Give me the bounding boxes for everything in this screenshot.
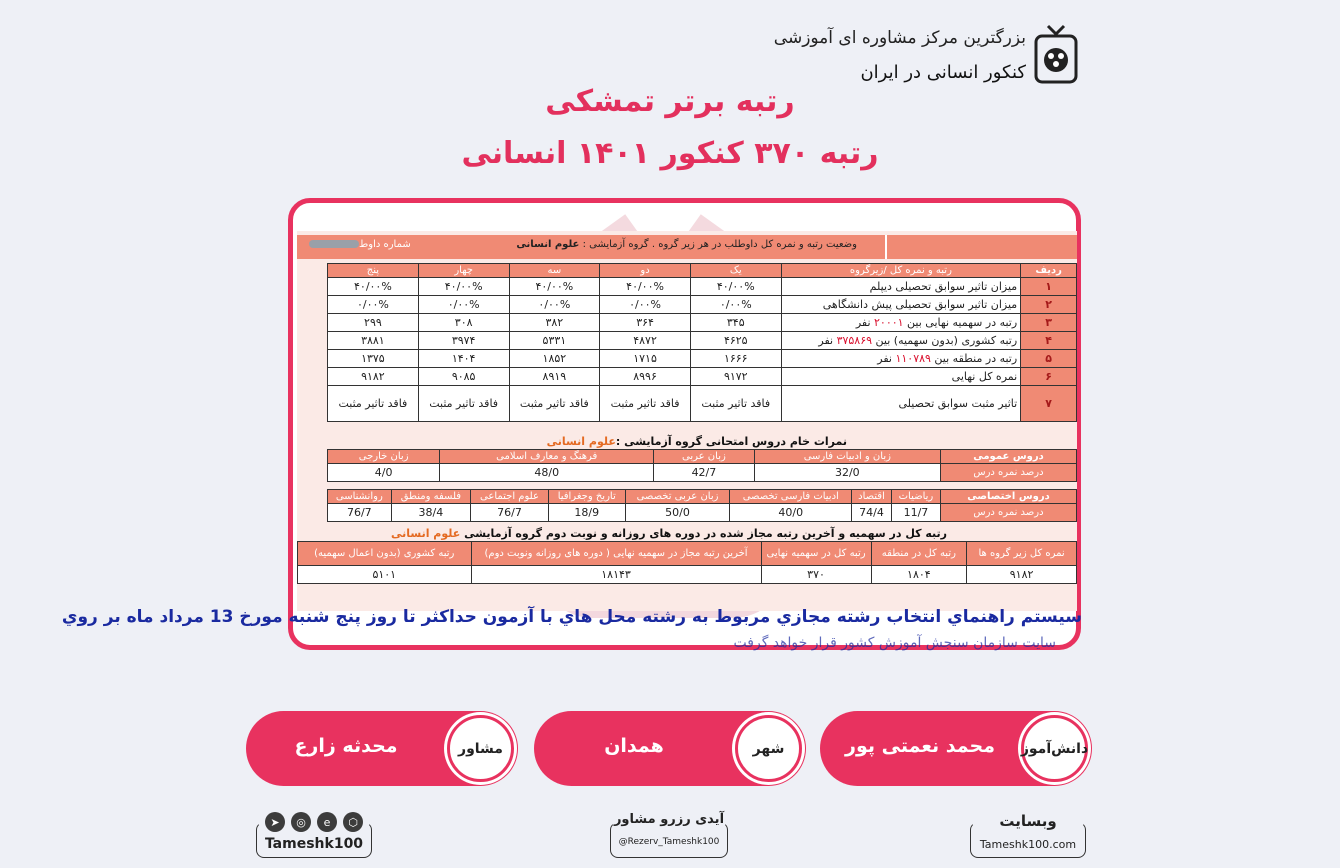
row-number: ۳ (1021, 314, 1077, 332)
rubika-icon[interactable]: ⬡ (343, 812, 363, 832)
value-cell: ۴۰/۰۰% (418, 278, 509, 296)
subject-header: روانشناسی (328, 490, 392, 504)
rank-table (327, 263, 1077, 422)
advisor-name: محدثه زارع (294, 735, 398, 757)
row-label: نمره کل نهایی (781, 368, 1021, 386)
special-subjects-table (327, 489, 1077, 522)
value-cell: ۸۹۹۶ (600, 368, 691, 386)
row-label: درصد نمره درس (941, 504, 1077, 522)
score-cell: 38/4 (391, 504, 470, 522)
general-subjects-table (327, 449, 1077, 482)
student-badge: دانش‌آموز (1021, 715, 1088, 782)
quota-value: ۵۱۰۱ (298, 566, 472, 584)
quota-header: آخرین رتبه مجاز در سهمیه نهایی ( دوره های روزانه ونوبت دوم) (471, 542, 761, 566)
row-number: ۷ (1021, 386, 1077, 422)
score-cell: 76/7 (471, 504, 549, 522)
column-header: رتبه و نمره کل /زیرگروه (781, 264, 1021, 278)
score-cell: 40/0 (730, 504, 852, 522)
subject-header: فلسفه ومنطق (391, 490, 470, 504)
table-row (328, 368, 1077, 386)
website-label: وبسایت (999, 812, 1057, 830)
value-cell: ۰/۰۰% (600, 296, 691, 314)
value-cell: ۳۴۵ (690, 314, 781, 332)
value-cell: ۴۶۲۵ (690, 332, 781, 350)
value-cell: ۹۱۷۲ (690, 368, 781, 386)
row-label: میزان تاثیر سوابق تحصیلی دیپلم (781, 278, 1021, 296)
social-frame (256, 822, 372, 858)
row-label: درصد نمره درس (941, 464, 1077, 482)
value-cell: ۹۱۸۲ (328, 368, 419, 386)
row-number: ۱ (1021, 278, 1077, 296)
advisor-id-box[interactable] (610, 812, 728, 858)
value-cell: ۴۰/۰۰% (690, 278, 781, 296)
general-label: دروس عمومی (941, 450, 1077, 464)
quota-value: ۹۱۸۲ (967, 566, 1077, 584)
column-header: یک (690, 264, 781, 278)
subject-header: زبان عربی (654, 450, 754, 464)
value-cell: فاقد تاثیر مثبت (418, 386, 509, 422)
table-header-row (328, 264, 1077, 278)
row-number: ۶ (1021, 368, 1077, 386)
score-cell: 11/7 (891, 504, 940, 522)
subject-header: زبان عربی تخصصی (625, 490, 730, 504)
quota-header: رتبه کل در منطقه (871, 542, 967, 566)
row-number: ۲ (1021, 296, 1077, 314)
column-header: دو (600, 264, 691, 278)
value-cell: ۴۸۷۲ (600, 332, 691, 350)
value-cell: ۳۰۸ (418, 314, 509, 332)
value-cell: ۱۷۱۵ (600, 350, 691, 368)
student-pill (820, 711, 1092, 786)
instagram-icon[interactable]: ◎ (291, 812, 311, 832)
page-title: رتبه برتر تمشکی (545, 84, 795, 119)
raw-scores-title: نمرات خام دروس امتحانی گروه آزمایشی :علوم انسانی (546, 435, 847, 448)
value-cell: ۸۹۱۹ (509, 368, 600, 386)
value-cell: ۰/۰۰% (328, 296, 419, 314)
city-pill (534, 711, 806, 786)
quota-header: نمره کل زیر گروه ها (967, 542, 1077, 566)
eitaa-icon[interactable]: e (317, 812, 337, 832)
value-cell: ۵۳۳۱ (509, 332, 600, 350)
score-cell: 42/7 (654, 464, 754, 482)
value-cell: ۱۶۶۶ (690, 350, 781, 368)
row-label (781, 350, 1021, 368)
score-cell: 76/7 (328, 504, 392, 522)
value-cell: ۱۴۰۴ (418, 350, 509, 368)
result-card (61, 198, 1082, 651)
column-header: سه (509, 264, 600, 278)
subject-header: تاریخ وجغرافیا (548, 490, 625, 504)
value-cell: فاقد تاثیر مثبت (690, 386, 781, 422)
label-number: ۳۷۵۸۶۹ (836, 334, 873, 347)
quota-table (297, 541, 1077, 584)
table-row (328, 350, 1077, 368)
table-row (328, 386, 1077, 422)
value-cell: ۰/۰۰% (509, 296, 600, 314)
brand (773, 18, 1078, 90)
label-suffix: نفر (877, 352, 896, 365)
brand-name: کنکور انسانی در ایران (860, 62, 1026, 83)
redacted-blur (309, 240, 359, 248)
label-number: ۱۱۰۷۸۹ (895, 352, 931, 365)
score-cell: 32/0 (754, 464, 940, 482)
label-suffix: نفر (818, 334, 837, 347)
quota-header: رتبه کل در سهمیه نهایی (761, 542, 871, 566)
quota-value: ۱۸۱۴۳ (471, 566, 761, 584)
result-sheet (297, 231, 1077, 611)
column-header: پنج (328, 264, 419, 278)
subject-header: زبان خارجی (328, 450, 440, 464)
table-row (328, 278, 1077, 296)
city-badge: شهر (735, 715, 802, 782)
score-cell: 4/0 (328, 464, 440, 482)
student-name: محمد نعمتی پور (845, 735, 995, 757)
header-separator (885, 235, 887, 259)
value-cell: ۰/۰۰% (418, 296, 509, 314)
value-cell: فاقد تاثیر مثبت (509, 386, 600, 422)
quota-header: رتبه کشوری (بدون اعمال سهمیه) (298, 542, 472, 566)
telegram-icon[interactable]: ➤ (265, 812, 285, 832)
table-row (328, 332, 1077, 350)
subject-header: ریاضیات (891, 490, 940, 504)
score-cell: 50/0 (625, 504, 730, 522)
label-text: رتبه کشوری (بدون سهمیه) بین (872, 334, 1018, 347)
website-box[interactable] (970, 812, 1086, 858)
column-header: چهار (418, 264, 509, 278)
page-subtitle: رتبه ۳۷۰ کنکور ۱۴۰۱ انسانی (461, 136, 879, 171)
brand-tagline: بزرگترین مرکز مشاوره ای آموزشی (773, 28, 1026, 48)
value-cell: ۲۹۹ (328, 314, 419, 332)
label-number: ۲۰۰۰۱ (874, 316, 904, 329)
row-label (781, 332, 1021, 350)
value-cell: ۰/۰۰% (690, 296, 781, 314)
table-row (328, 314, 1077, 332)
label-suffix: نفر (855, 316, 875, 329)
value-cell: ۳۶۴ (600, 314, 691, 332)
row-label (781, 314, 1021, 332)
subject-header: فرهنگ و معارف اسلامی (440, 450, 654, 464)
row-label: میزان تاثیر سوابق تحصیلی پیش دانشگاهی (781, 296, 1021, 314)
subject-header: زبان و ادبیات فارسی (754, 450, 940, 464)
tameshk-logo-icon (1034, 22, 1078, 84)
table-row (328, 296, 1077, 314)
advisor-id-frame (610, 822, 728, 858)
value-cell: ۳۸۲ (509, 314, 600, 332)
score-cell: 18/9 (548, 504, 625, 522)
score-cell: 74/4 (852, 504, 892, 522)
guide-notice-continued: سايت سازمان سنجش آموزش كشور قرار خواهد گرفت (733, 635, 1056, 651)
value-cell: ۴۰/۰۰% (328, 278, 419, 296)
value-cell: ۴۰/۰۰% (600, 278, 691, 296)
row-number: ۵ (1021, 350, 1077, 368)
city-name: همدان (604, 735, 664, 757)
value-cell: ۹۰۸۵ (418, 368, 509, 386)
row-number: ۴ (1021, 332, 1077, 350)
score-cell: 48/0 (440, 464, 654, 482)
social-box[interactable] (256, 812, 372, 858)
special-label: دروس اختصاصی (941, 490, 1077, 504)
social-handle[interactable]: Tameshk100 (264, 836, 364, 852)
column-header: ردیف (1021, 264, 1077, 278)
subject-header: ادبیات فارسی تخصصی (730, 490, 852, 504)
guide-notice: سيستم راهنماي انتخاب رشته مجازي مربوط به رشته محل هاي با آزمون حداكثر تا روز پنج شنبه مورخ 13 مرداد ماه بر روي (61, 607, 1082, 627)
label-text: رتبه در سهمیه نهایی بین (903, 316, 1018, 329)
value-cell: فاقد تاثیر مثبت (328, 386, 419, 422)
sheet-header (297, 235, 1077, 259)
value-cell: ۳۸۸۱ (328, 332, 419, 350)
subject-header: علوم اجتماعی (471, 490, 549, 504)
website-frame (970, 822, 1086, 858)
value-cell: ۱۸۵۲ (509, 350, 600, 368)
quota-value: ۳۷۰ (761, 566, 871, 584)
advisor-id-label: آیدی رزرو مشاور (613, 812, 725, 827)
quota-value: ۱۸۰۴ (871, 566, 967, 584)
label-text: رتبه در منطقه بین (930, 352, 1018, 365)
advisor-pill (246, 711, 518, 786)
sheet-header-text: وضعیت رتبه و نمره کل داوطلب در هر زیر گروه . گروه آزمایشی : علوم انسانی (516, 239, 857, 250)
value-cell: ۳۹۷۴ (418, 332, 509, 350)
advisor-badge: مشاور (447, 715, 514, 782)
value-cell: فاقد تاثیر مثبت (600, 386, 691, 422)
advisor-id[interactable]: @Rezerv_Tameshk100 (618, 837, 720, 847)
row-label: تاثیر مثبت سوابق تحصیلی (781, 386, 1021, 422)
subject-header: اقتصاد (852, 490, 892, 504)
quota-title: رتبه کل در سهمیه و آخرین رتبه مجاز شده در دوره های روزانه و نوبت دوم گروه آزمایشی علوم انسانی (390, 527, 947, 540)
website-url[interactable]: Tameshk100.com (979, 838, 1077, 851)
value-cell: ۴۰/۰۰% (509, 278, 600, 296)
candidate-number: شماره داوط (305, 239, 411, 250)
value-cell: ۱۳۷۵ (328, 350, 419, 368)
